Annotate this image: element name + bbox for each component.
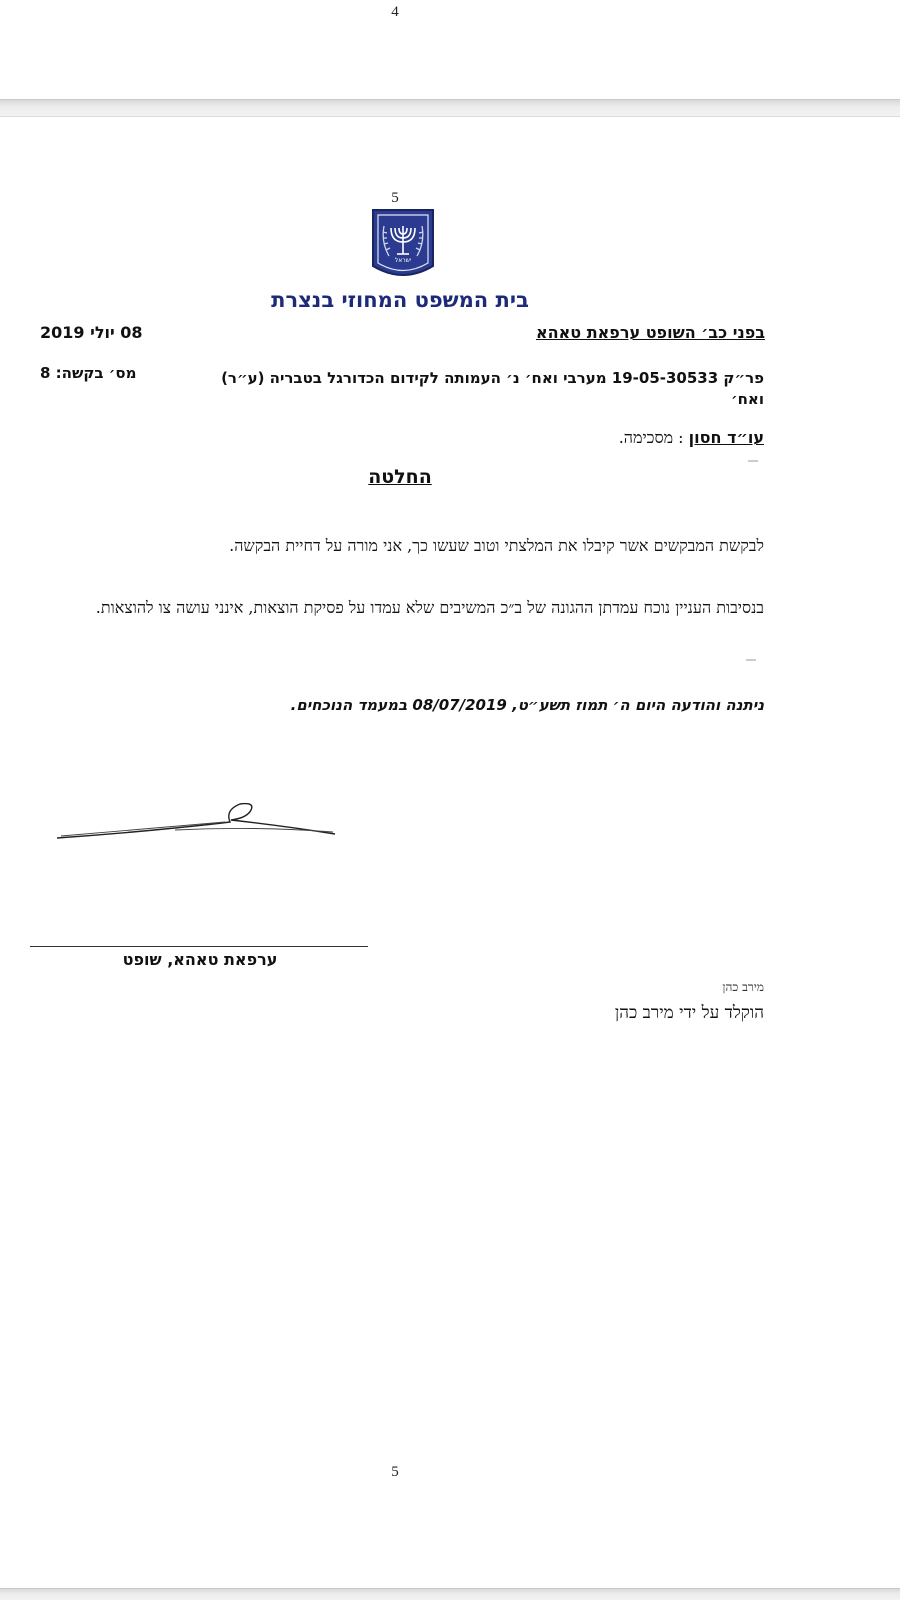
signature-line: [30, 946, 368, 947]
document-page[interactable]: [0, 118, 900, 1588]
judge-signature-name: ערפאת טאהא, שופט: [122, 950, 278, 969]
decision-date: 08 יולי 2019: [40, 323, 143, 342]
previous-page-number: 4: [391, 4, 399, 20]
given-statement: ניתנה והודעה היום ה׳ תמוז תשע״ט, 08/07/2019 במעמד הנוכחים.: [290, 696, 764, 714]
typist-initials: מירב כהן: [722, 980, 764, 994]
decision-heading: החלטה: [368, 466, 432, 488]
page-separator: [0, 99, 900, 117]
typed-by-line: הוקלד על ידי מירב כהן: [614, 1003, 764, 1023]
judge-line: בפני כב׳ השופט ערפאת טאהא: [536, 323, 765, 342]
judge-signature: [55, 800, 345, 840]
page-header-number: 5: [391, 190, 399, 206]
decision-paragraph-1: לבקשת המבקשים אשר קיבלו את המלצתי וטוב שעשו כך, אני מורה על דחיית הבקשה.: [229, 536, 764, 555]
page-footer-number: 5: [391, 1464, 399, 1480]
request-number: מס׳ בקשה: 8: [40, 364, 137, 382]
case-title: פר״ק 19-05-30533 מערבי ואח׳ נ׳ העמותה לקידום הכדורגל בטבריה (ע״ר) ואח׳: [221, 369, 764, 408]
margin-mark: [748, 460, 758, 462]
page-separator-bottom: [0, 1588, 900, 1600]
court-name: בית המשפט המחוזי בנצרת: [271, 288, 529, 312]
lawyer-text: : מסכימה.: [618, 428, 684, 447]
lawyer-name: עו״ד חסון: [688, 428, 764, 447]
state-emblem-icon: [371, 208, 435, 282]
margin-mark: [746, 659, 756, 661]
lawyer-statement: [619, 428, 764, 448]
decision-paragraph-2: בנסיבות העניין נוכח עמדתן ההגונה של ב״כ המשיבים שלא עמדו על פסיקת הוצאות, אינני עושה צו להוצאות.: [95, 598, 764, 617]
emblem-label: ישראל: [394, 257, 412, 264]
